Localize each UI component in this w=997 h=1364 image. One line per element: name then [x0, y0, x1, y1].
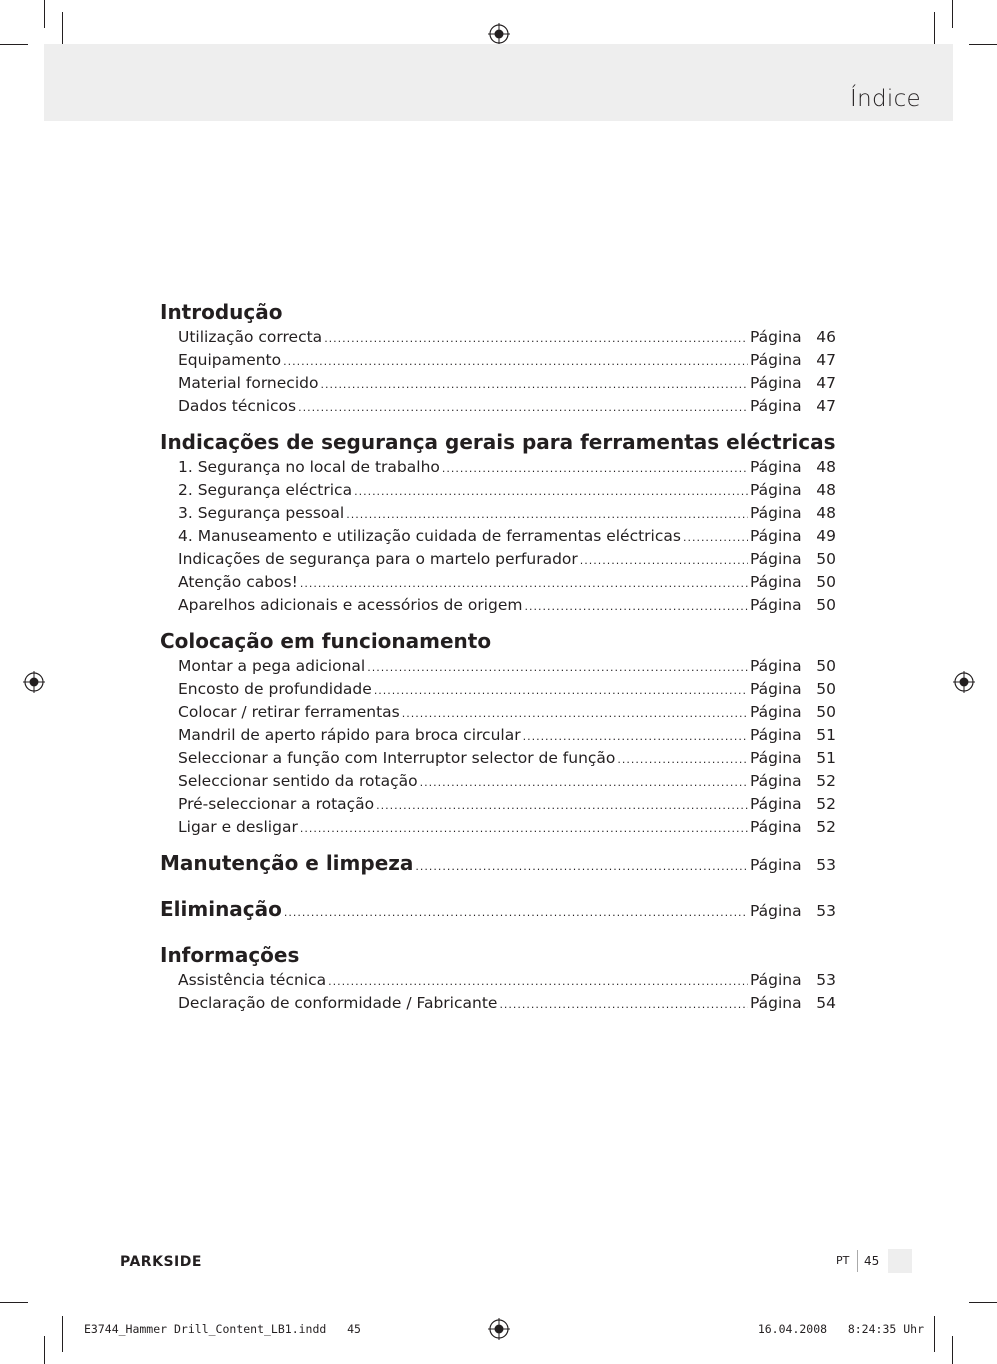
entry-label: Seleccionar sentido da rotação: [178, 772, 418, 790]
toc-entry[interactable]: [160, 793, 836, 816]
crop-mark: [44, 0, 45, 28]
crop-mark: [44, 1336, 45, 1364]
page-word: Página: [750, 351, 802, 369]
page-number: 46: [816, 328, 836, 346]
leader-dots: [524, 595, 748, 618]
toc-entry[interactable]: [160, 502, 836, 525]
page-number: 51: [816, 749, 836, 767]
entry-label: Ligar e desligar: [178, 818, 298, 836]
page-number: 49: [816, 527, 836, 545]
page-number: 48: [816, 504, 836, 522]
section-title: Manutenção e limpeza: [160, 851, 414, 875]
toc-section-eliminacao[interactable]: [160, 895, 836, 923]
leader-dots: [617, 748, 748, 771]
page-number: 50: [816, 550, 836, 568]
registration-mark-icon: [23, 671, 45, 693]
toc-entry[interactable]: [160, 456, 836, 479]
page-word: Página: [750, 856, 802, 874]
toc-section-seguranca: [160, 428, 836, 617]
page-word: Página: [750, 328, 802, 346]
page-number: 52: [816, 795, 836, 813]
file-slug: E3744_Hammer Drill_Content_LB1.indd 45: [84, 1322, 361, 1336]
page-number: 50: [816, 680, 836, 698]
entry-label: Dados técnicos: [178, 397, 297, 415]
leader-dots: [300, 817, 748, 840]
crop-mark: [952, 0, 953, 28]
leader-dots: [683, 526, 748, 549]
page-word: Página: [750, 596, 802, 614]
section-title: Colocação em funcionamento: [160, 629, 492, 653]
leader-dots: [442, 457, 748, 480]
toc-entry[interactable]: [160, 678, 836, 701]
page-word: Página: [750, 703, 802, 721]
brand-logo: PARKSIDE: [120, 1254, 202, 1270]
page-word: Página: [750, 818, 802, 836]
leader-dots: [580, 549, 748, 572]
entry-label: Equipamento: [178, 351, 282, 369]
section-title: Indicações de segurança gerais para ferramentas eléctricas: [160, 430, 836, 454]
toc-entry[interactable]: [160, 724, 836, 747]
page-number: 53: [816, 856, 836, 874]
registration-mark-icon: [488, 23, 510, 45]
entry-label: 4. Manuseamento e utilização cuidada de ferramentas eléctricas: [178, 527, 681, 545]
page-number-footer: 45: [864, 1254, 880, 1268]
page-number: 54: [816, 994, 836, 1012]
entry-label: Indicações de segurança para o martelo perfurador: [178, 550, 578, 568]
page-word: Página: [750, 550, 802, 568]
page-word: Página: [750, 458, 802, 476]
page-word: Página: [750, 504, 802, 522]
page-word: Página: [750, 994, 802, 1012]
page-word: Página: [750, 680, 802, 698]
toc-entry[interactable]: [160, 372, 836, 395]
leader-dots: [376, 794, 748, 817]
leader-dots: [499, 993, 748, 1016]
entry-label: Atenção cabos!: [178, 573, 298, 591]
header-band: [44, 44, 953, 121]
leader-dots: [415, 853, 748, 881]
toc-entry[interactable]: [160, 655, 836, 678]
toc-section-manutencao[interactable]: [160, 849, 836, 877]
toc-entry[interactable]: [160, 571, 836, 594]
leader-dots: [523, 725, 748, 748]
entry-label: Aparelhos adicionais e acessórios de origem: [178, 596, 523, 614]
page-number: 50: [816, 596, 836, 614]
page-word: Página: [750, 971, 802, 989]
entry-label: 1. Segurança no local de trabalho: [178, 458, 440, 476]
leader-dots: [298, 396, 748, 419]
crop-mark: [934, 12, 935, 48]
entry-label: Assistência técnica: [178, 971, 327, 989]
page-number: 51: [816, 726, 836, 744]
page-number: 50: [816, 573, 836, 591]
registration-mark-icon: [488, 1318, 510, 1340]
page-word: Página: [750, 902, 802, 920]
page-word: Página: [750, 374, 802, 392]
section-title: Eliminação: [160, 897, 282, 921]
page-word: Página: [750, 527, 802, 545]
crop-mark: [952, 1336, 953, 1364]
page-number: 53: [816, 971, 836, 989]
page-word: Página: [750, 573, 802, 591]
toc-entry[interactable]: [160, 349, 836, 372]
entry-label: Montar a pega adicional: [178, 657, 366, 675]
page-title: Índice: [850, 86, 921, 112]
entry-label: Declaração de conformidade / Fabricante: [178, 994, 498, 1012]
page-number: 50: [816, 657, 836, 675]
toc-entry[interactable]: [160, 479, 836, 502]
leader-dots: [300, 572, 748, 595]
toc-entry[interactable]: [160, 594, 836, 617]
page-number: 53: [816, 902, 836, 920]
entry-label: Colocar / retirar ferramentas: [178, 703, 400, 721]
toc-entry[interactable]: [160, 395, 836, 418]
leader-dots: [367, 656, 748, 679]
page-word: Página: [750, 726, 802, 744]
entry-label: 3. Segurança pessoal: [178, 504, 345, 522]
footer-divider: [857, 1250, 858, 1272]
leader-dots: [346, 503, 748, 526]
page-number: 47: [816, 351, 836, 369]
page-number: 52: [816, 772, 836, 790]
crop-mark: [62, 1316, 63, 1352]
section-title: Informações: [160, 943, 300, 967]
page-number: 47: [816, 374, 836, 392]
toc-entry[interactable]: [160, 548, 836, 571]
leader-dots: [324, 327, 748, 350]
page-word: Página: [750, 772, 802, 790]
entry-label: Seleccionar a função com Interruptor selector de função: [178, 749, 616, 767]
table-of-contents: [160, 298, 836, 1025]
crop-mark: [969, 44, 997, 45]
leader-dots: [284, 899, 748, 927]
entry-label: Mandril de aperto rápido para broca circular: [178, 726, 521, 744]
toc-entry[interactable]: [160, 770, 836, 793]
leader-dots: [283, 350, 748, 373]
section-title: Introdução: [160, 300, 283, 324]
toc-section-colocacao: [160, 627, 836, 839]
page-word: Página: [750, 657, 802, 675]
toc-entry[interactable]: [160, 747, 836, 770]
page-number: 52: [816, 818, 836, 836]
leader-dots: [402, 702, 748, 725]
entry-label: 2. Segurança eléctrica: [178, 481, 353, 499]
print-timestamp: 16.04.2008 8:24:35 Uhr: [757, 1322, 924, 1336]
crop-mark: [969, 1302, 997, 1303]
toc-section-introducao: [160, 298, 836, 418]
page-word: Página: [750, 795, 802, 813]
page-word: Página: [750, 397, 802, 415]
toc-entry[interactable]: [160, 816, 836, 839]
toc-entry[interactable]: [160, 326, 836, 349]
leader-dots: [374, 679, 748, 702]
leader-dots: [328, 970, 748, 993]
registration-mark-icon: [953, 671, 975, 693]
crop-mark: [0, 1302, 28, 1303]
leader-dots: [354, 480, 748, 503]
crop-mark: [62, 12, 63, 48]
entry-label: Encosto de profundidade: [178, 680, 372, 698]
toc-entry[interactable]: [160, 701, 836, 724]
page-word: Página: [750, 749, 802, 767]
toc-entry[interactable]: [160, 525, 836, 548]
toc-entry[interactable]: [160, 969, 836, 992]
leader-dots: [420, 771, 748, 794]
page-number: 48: [816, 481, 836, 499]
entry-label: Pré-seleccionar a rotação: [178, 795, 375, 813]
entry-label: Material fornecido: [178, 374, 319, 392]
language-code: PT: [836, 1254, 850, 1267]
page-word: Página: [750, 481, 802, 499]
footer-tab: [888, 1249, 912, 1273]
toc-section-informacoes: [160, 941, 836, 1015]
entry-label: Utilização correcta: [178, 328, 323, 346]
page-number: 48: [816, 458, 836, 476]
crop-mark: [934, 1316, 935, 1352]
leader-dots: [320, 373, 748, 396]
crop-mark: [0, 44, 28, 45]
page-number: 47: [816, 397, 836, 415]
toc-entry[interactable]: [160, 992, 836, 1015]
page-number: 50: [816, 703, 836, 721]
